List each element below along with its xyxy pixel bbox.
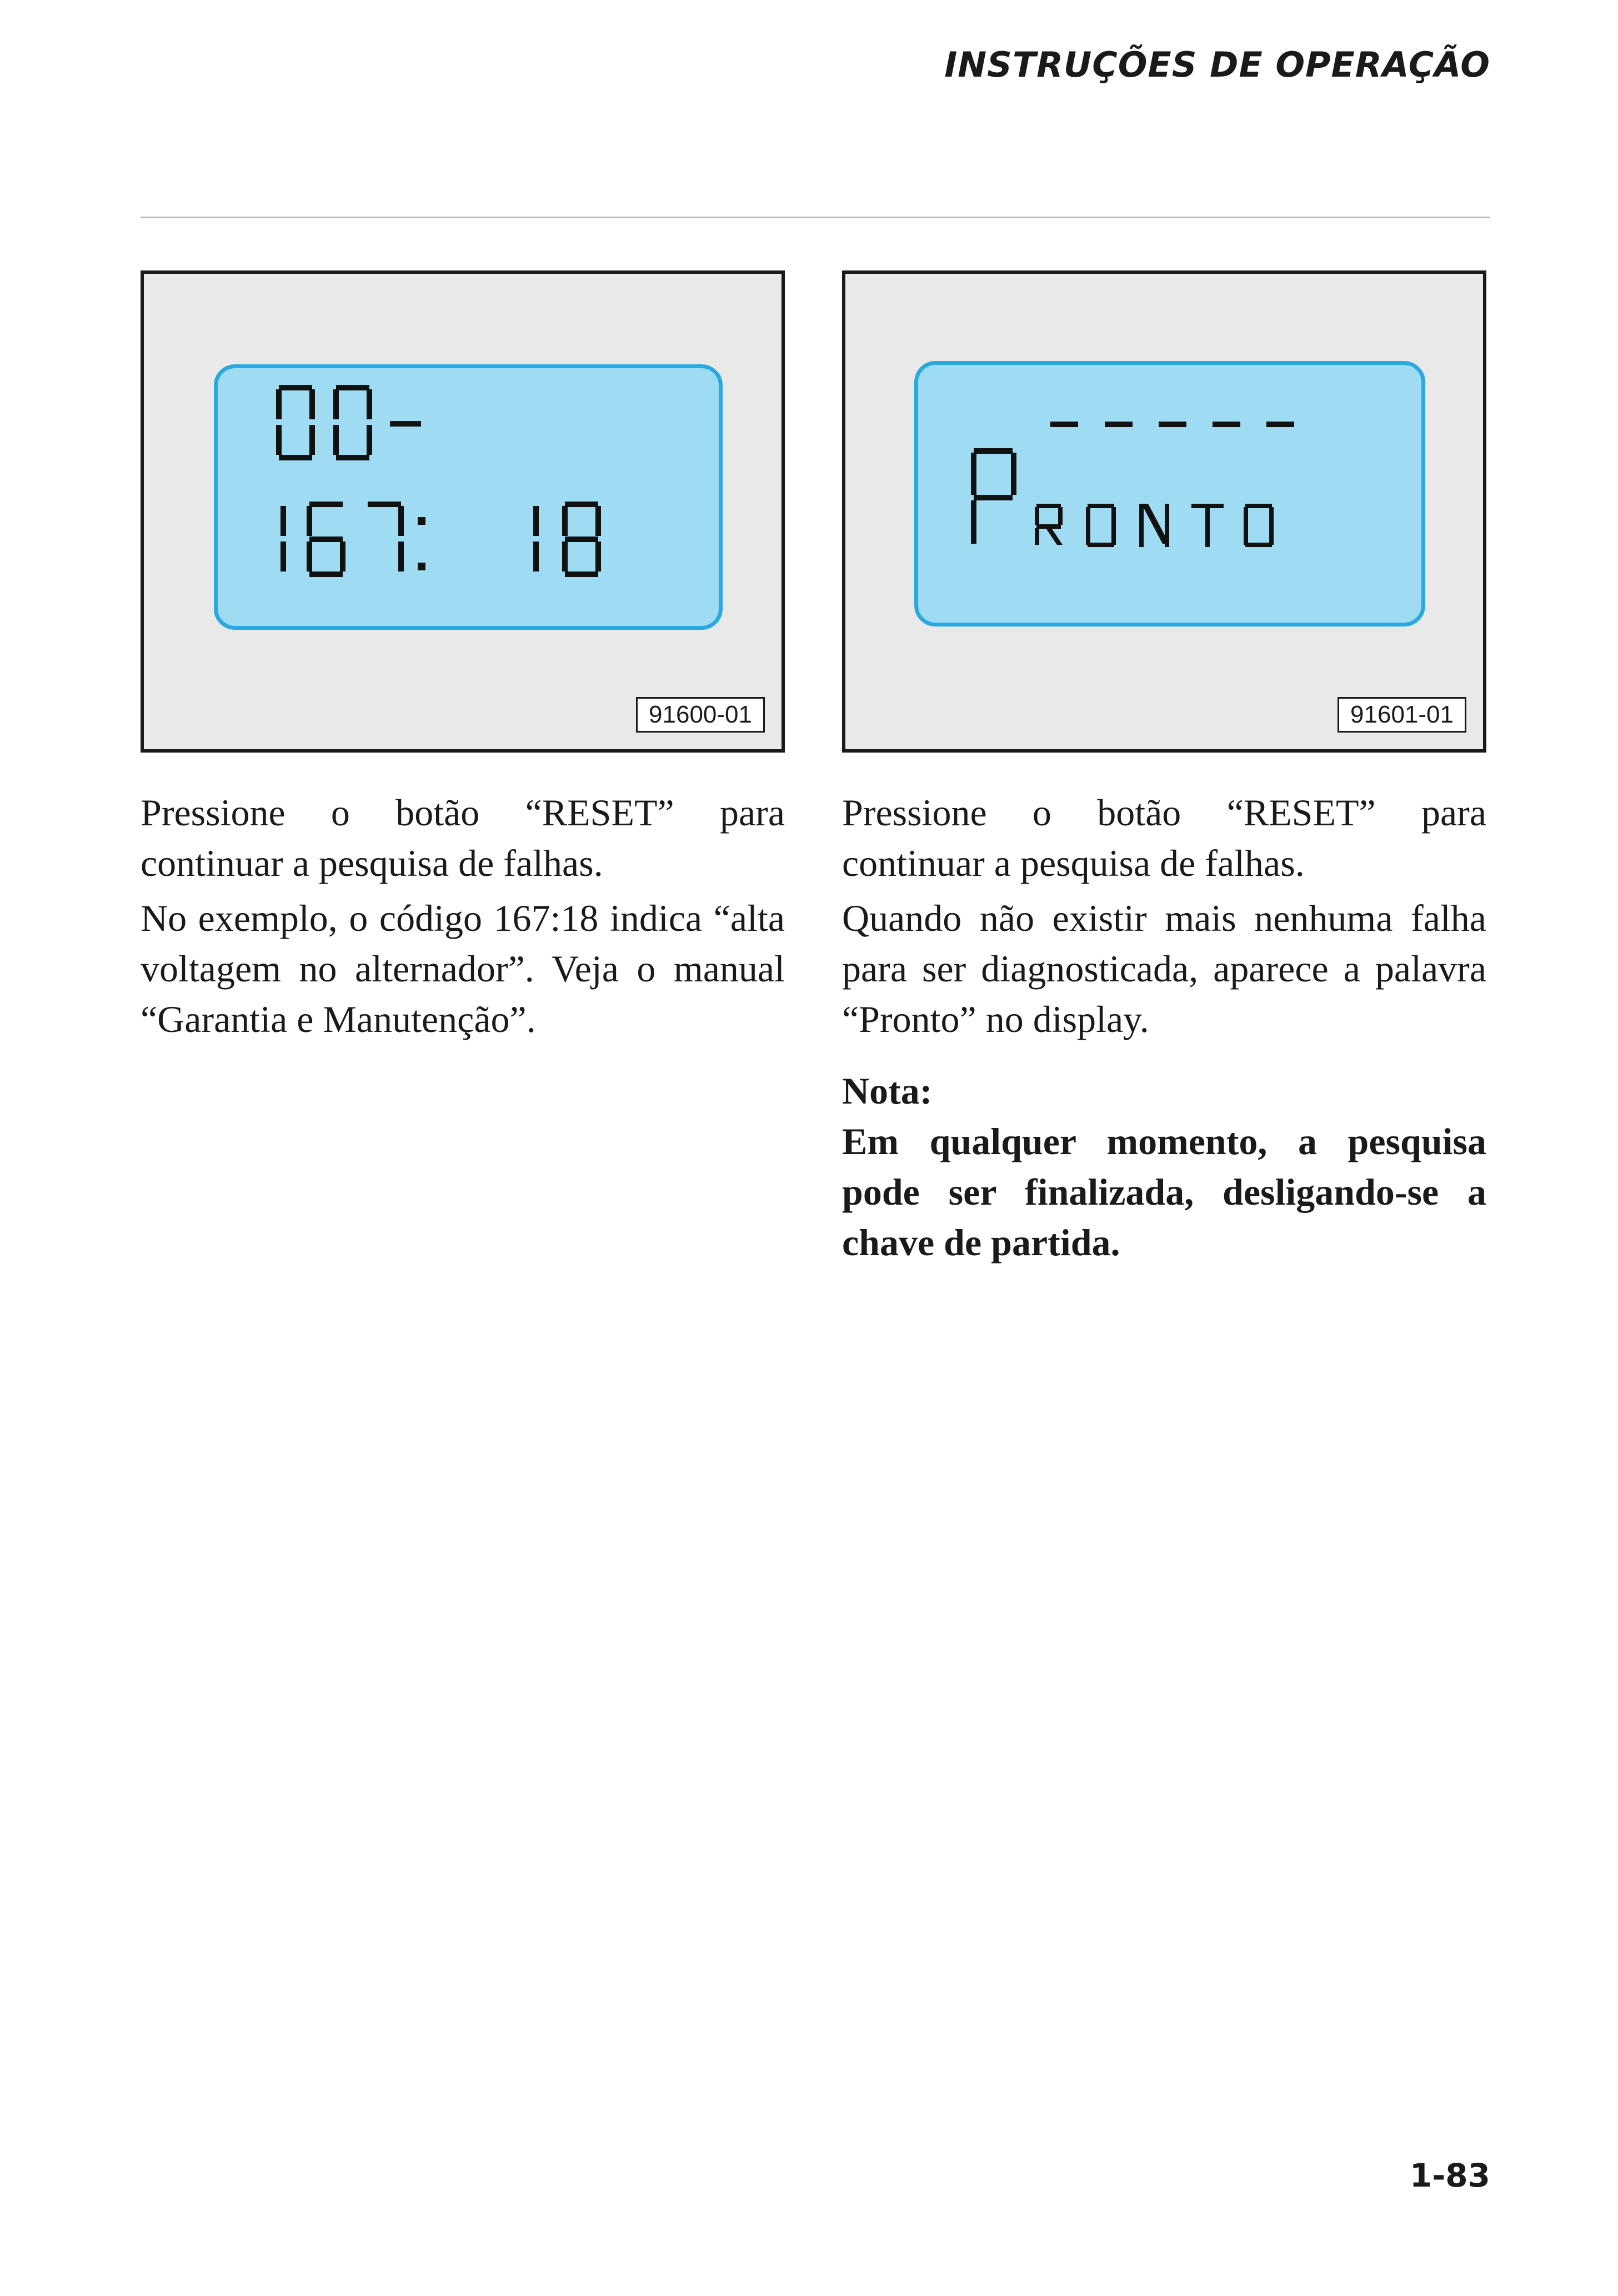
note-block (842, 1066, 1486, 1268)
figure-code-label: 91601-01 (1338, 697, 1466, 733)
figure-ready-display (842, 270, 1486, 753)
header-divider (141, 217, 1490, 218)
lcd-segment-digits (218, 368, 719, 626)
note-heading: Nota: (842, 1070, 933, 1112)
paragraph: Pressione o botão “RESET” para continuar a pesquisa de falhas. (842, 791, 1486, 884)
left-column-text (141, 788, 785, 1045)
note-text: Em qualquer momento, a pesquisa pode ser finalizada, desligando-se a chave de partida. (842, 1120, 1486, 1264)
right-column-text (842, 788, 1486, 1268)
page-number: 1-83 (1409, 2157, 1490, 2194)
lcd-display-screen (214, 364, 723, 630)
figure-code-label: 91600-01 (636, 697, 765, 733)
paragraph: No exemplo, o código 167:18 indica “alta voltagem no alternador”. Veja o manual “Garantia e Manutenção”. (141, 897, 785, 1040)
paragraph: Pressione o botão “RESET” para continuar a pesquisa de falhas. (141, 791, 785, 884)
paragraph: Quando não existir mais nenhuma falha para ser diagnosticada, aparece a palavra “Pronto” no display. (842, 897, 1486, 1040)
lcd-display-screen (914, 361, 1425, 626)
page-header-title: INSTRUÇÕES DE OPERAÇÃO (944, 44, 1490, 85)
figure-fault-code-display (141, 270, 785, 753)
lcd-segment-text (918, 365, 1421, 623)
